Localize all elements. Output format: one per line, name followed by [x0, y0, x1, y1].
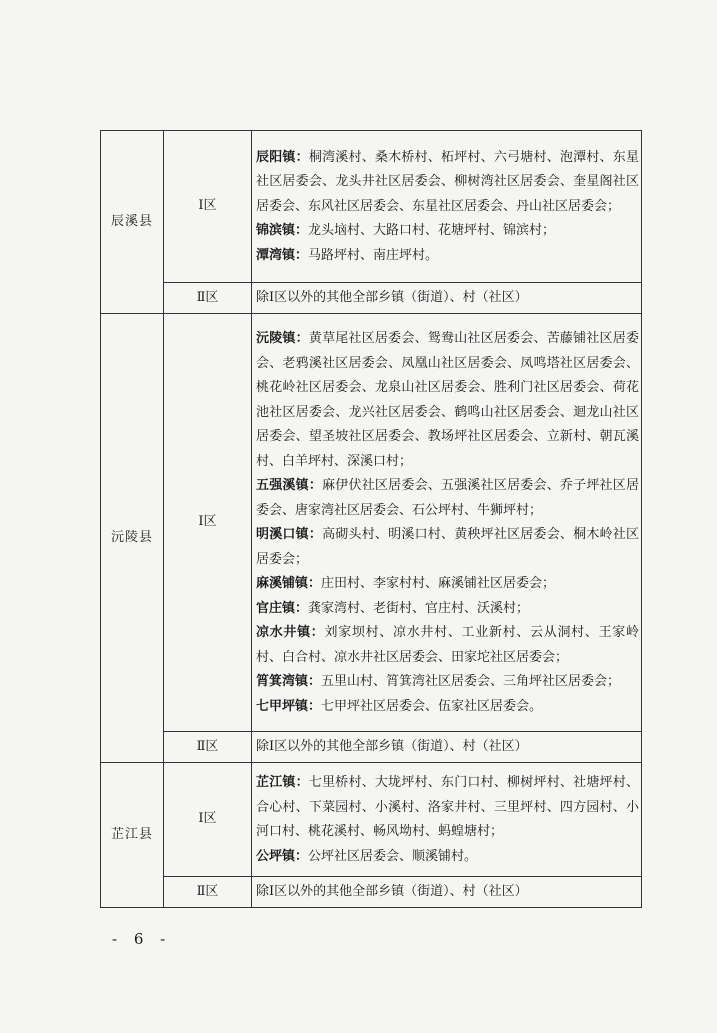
zone-label: Ⅰ区 — [164, 763, 252, 877]
town-name: 明溪口镇： — [256, 527, 323, 542]
zone1-detail — [252, 314, 642, 732]
village-list: 公坪社区居委会、顺溪铺村。 — [308, 848, 478, 864]
town-name: 沅陵镇： — [256, 331, 309, 346]
town-name: 芷江镇： — [256, 775, 309, 790]
town-entry — [256, 572, 639, 597]
town-entry — [256, 474, 639, 523]
town-entry — [256, 695, 639, 720]
zone-table — [100, 130, 642, 908]
page-number: - 6 - — [112, 930, 172, 948]
town-name: 锦滨镇： — [256, 223, 309, 239]
zone1-detail — [252, 763, 642, 877]
village-list: 桐湾溪村、桑木桥村、柘坪村、六弓塘村、泡潭村、东星社区居委会、龙头井社区居委会、柳树湾社区居委会、奎星阁社区居委会、东风社区居委会、东星社区居委会、丹山社区居委会； — [256, 149, 639, 214]
village-list: 庄田村、李家村村、麻溪铺社区居委会； — [321, 576, 556, 591]
table-row — [101, 877, 642, 908]
town-name: 辰阳镇： — [256, 149, 309, 165]
village-list: 龚家湾村、老街村、官庄村、沃溪村； — [308, 600, 530, 616]
town-entry — [256, 597, 639, 622]
town-entry — [256, 327, 639, 474]
county-name: 辰溪县 — [101, 131, 164, 314]
village-list: 高砌头村、明溪口村、黄秧坪社区居委会、桐木岭社区居委会； — [256, 527, 639, 567]
town-name: 公坪镇： — [256, 848, 309, 864]
town-entry — [256, 670, 639, 695]
town-entry — [256, 219, 639, 244]
table-row — [101, 314, 642, 732]
town-name: 凉水井镇： — [256, 625, 325, 640]
village-list: 马路坪村、南庄坪村。 — [308, 247, 439, 263]
town-name: 五强溪镇： — [256, 478, 323, 493]
zone1-detail — [252, 131, 642, 283]
town-entry — [256, 845, 639, 870]
town-name: 筲箕湾镇： — [256, 674, 322, 689]
town-name: 官庄镇： — [256, 600, 309, 616]
zone2-detail: 除Ⅰ区以外的其他全部乡镇（街道）、村（社区） — [252, 283, 642, 314]
village-list: 七里桥村、大垅坪村、东门口村、柳树坪村、社塘坪村、合心村、下菜园村、小溪村、洛家井村、三里坪村、四方园村、小河口村、桃花溪村、畅风坳村、蚂蝗塘村； — [256, 775, 639, 839]
zone-label: Ⅰ区 — [164, 131, 252, 283]
zone-table-body — [101, 131, 642, 908]
town-name: 麻溪铺镇： — [256, 576, 322, 591]
zone-label: Ⅱ区 — [164, 283, 252, 314]
county-name: 沅陵县 — [101, 314, 164, 763]
town-name: 七甲坪镇： — [256, 698, 322, 714]
town-name: 潭湾镇： — [256, 247, 309, 263]
zone2-detail: 除Ⅰ区以外的其他全部乡镇（街道）、村（社区） — [252, 732, 642, 763]
village-list: 七甲坪社区居委会、伍家社区居委会。 — [321, 698, 543, 714]
town-entry — [256, 771, 639, 845]
zone-label: Ⅱ区 — [164, 877, 252, 908]
table-row — [101, 283, 642, 314]
table-row — [101, 732, 642, 763]
town-entry — [256, 621, 639, 670]
table-row — [101, 763, 642, 877]
village-list: 刘家坝村、凉水井村、工业新村、云从洞村、王家岭村、白合村、凉水井社区居委会、田家坨社区居委会； — [256, 625, 639, 665]
village-list: 龙头垴村、大路口村、花塘坪村、锦滨村； — [308, 223, 556, 239]
village-list: 五里山村、筲箕湾社区居委会、三角坪社区居委会； — [321, 674, 621, 689]
zone-label: Ⅱ区 — [164, 732, 252, 763]
zone2-detail: 除Ⅰ区以外的其他全部乡镇（街道）、村（社区） — [252, 877, 642, 908]
village-list: 黄草尾社区居委会、鸳鸯山社区居委会、苦藤铺社区居委会、老鸦溪社区居委会、凤凰山社区居委会、凤鸣塔社区居委会、桃花岭社区居委会、龙泉山社区居委会、胜利门社区居委会、荷花池社区居委会、龙兴社区居委会、鹤鸣山社区居委会、迴龙山社区居委会、望圣坡社区居委会、教场坪社区居委会、立新村、朝瓦溪村、白羊坪村、深溪口村； — [256, 331, 639, 469]
town-entry — [256, 146, 639, 220]
town-entry — [256, 523, 639, 572]
town-entry — [256, 244, 639, 269]
table-row — [101, 131, 642, 283]
village-list: 麻伊伏社区居委会、五强溪社区居委会、乔子坪社区居委会、唐家湾社区居委会、石公坪村、牛狮坪村； — [256, 478, 639, 518]
zone-label: Ⅰ区 — [164, 314, 252, 732]
county-name: 芷江县 — [101, 763, 164, 908]
